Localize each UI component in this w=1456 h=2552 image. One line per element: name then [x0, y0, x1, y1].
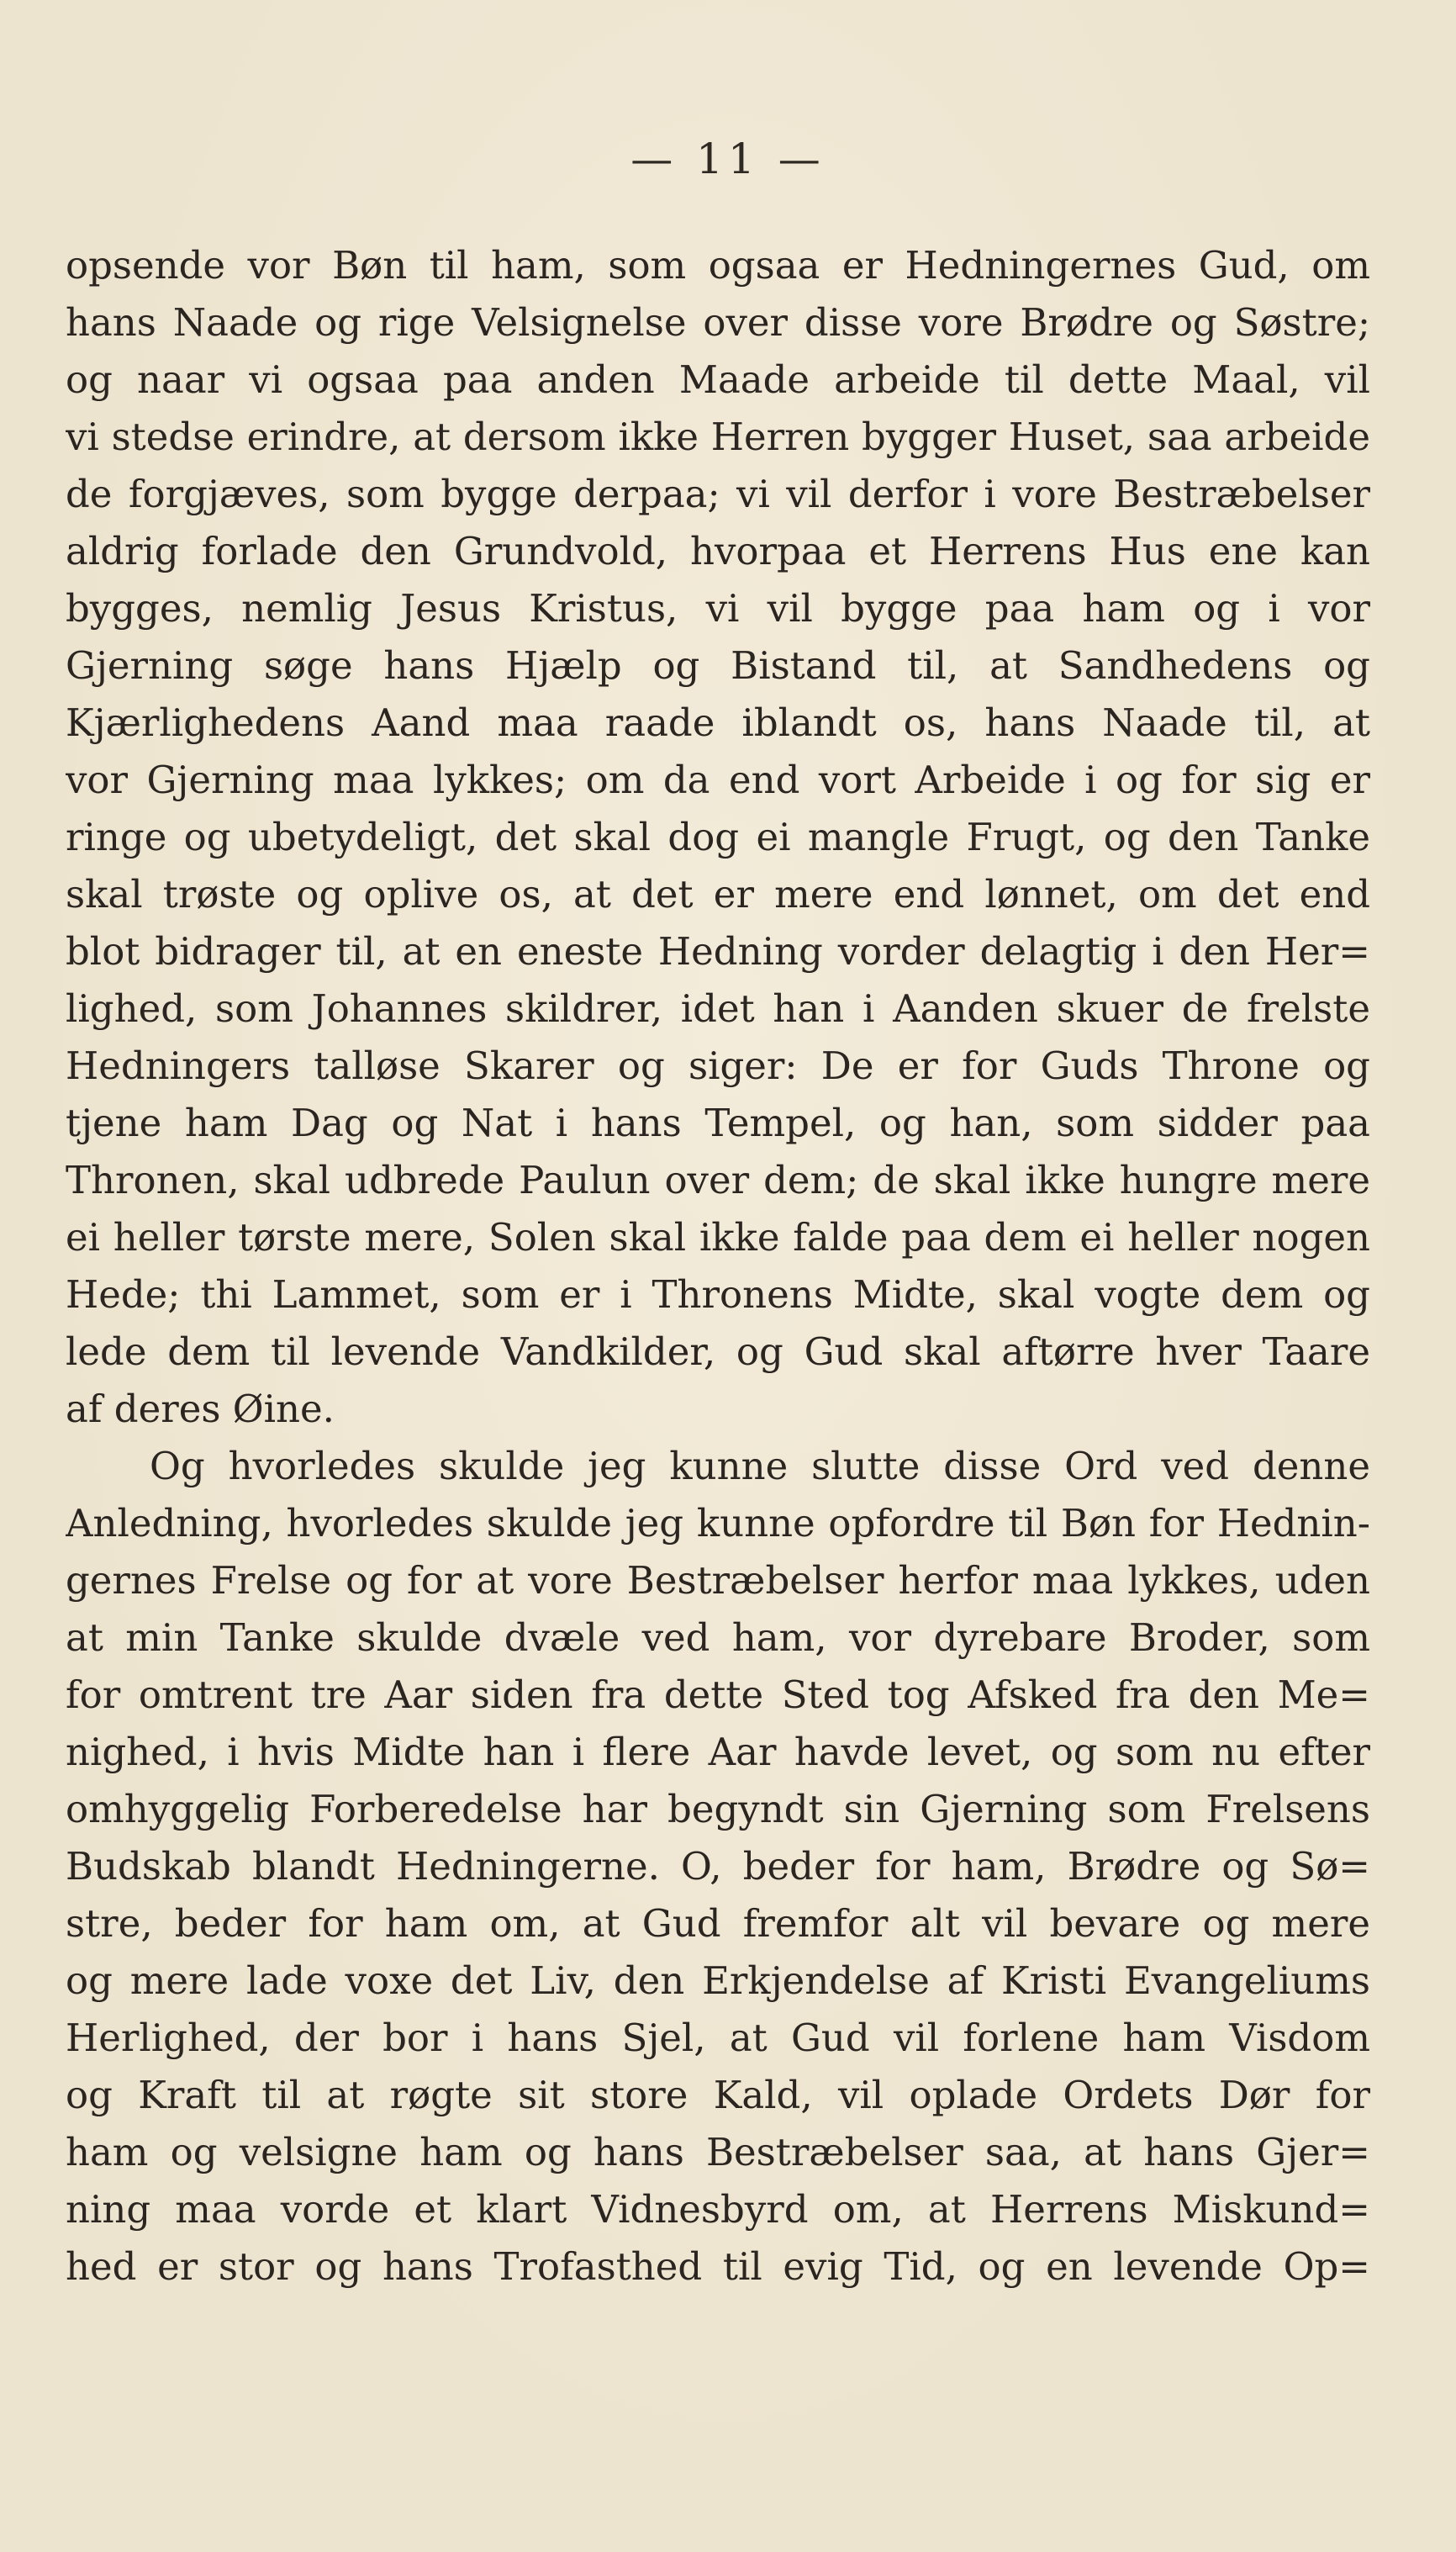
- text-line: ham og velsigne ham og hans Bestræbelser saa, at hans Gjer=: [66, 2130, 1370, 2174]
- text-line: stre, beder for ham om, at Gud fremfor alt vil bevare og mere: [66, 1901, 1370, 1946]
- paragraph-1: [66, 237, 1370, 1438]
- text-line: Gjerning søge hans Hjælp og Bistand til, at Sandhedens og: [66, 643, 1370, 688]
- text-line: og naar vi ogsaa paa anden Maade arbeide til dette Maal, vil: [66, 357, 1370, 402]
- text-line: Thronen, skal udbrede Paulun over dem; de skal ikke hungre mere: [66, 1158, 1370, 1202]
- text-line: Hedningers talløse Skarer og siger: De er for Guds Throne og: [66, 1044, 1370, 1088]
- body-text: [66, 237, 1370, 2296]
- text-line: vor Gjerning maa lykkes; om da end vort Arbeide i og for sig er: [66, 758, 1370, 802]
- text-line: gernes Frelse og for at vore Bestræbelser herfor maa lykkes, uden: [66, 1558, 1370, 1603]
- text-line: skal trøste og oplive os, at det er mere end lønnet, om det end: [66, 872, 1370, 917]
- text-line: Budskab blandt Hedningerne. O, beder for ham, Brødre og Sø=: [66, 1844, 1370, 1889]
- text-line: for omtrent tre Aar siden fra dette Sted tog Afsked fra den Me=: [66, 1672, 1370, 1717]
- text-line: blot bidrager til, at en eneste Hedning vorder delagtig i den Her=: [66, 929, 1370, 974]
- text-line: vi stedse erindre, at dersom ikke Herren bygger Huset, saa arbeide: [66, 415, 1370, 459]
- text-line: og Kraft til at røgte sit store Kald, vil oplade Ordets Dør for: [66, 2073, 1370, 2117]
- text-line: tjene ham Dag og Nat i hans Tempel, og han, som sidder paa: [66, 1101, 1370, 1145]
- text-line: og mere lade voxe det Liv, den Erkjendelse af Kristi Evangeliums: [66, 1958, 1370, 2003]
- text-line: opsende vor Bøn til ham, som ogsaa er Hedningernes Gud, om: [66, 243, 1370, 288]
- text-line: hans Naade og rige Velsignelse over disse vore Brødre og Søstre;: [66, 300, 1370, 345]
- text-line: bygges, nemlig Jesus Kristus, vi vil bygge paa ham og i vor: [66, 586, 1370, 631]
- page-number: — 11 —: [630, 135, 826, 183]
- text-line: af deres Øine.: [66, 1387, 335, 1431]
- text-line: nighed, i hvis Midte han i flere Aar havde levet, og som nu efter: [66, 1730, 1370, 1774]
- text-line: aldrig forlade den Grundvold, hvorpaa et Herrens Hus ene kan: [66, 529, 1370, 573]
- text-line: omhyggelig Forberedelse har begyndt sin Gjerning som Frelsens: [66, 1787, 1370, 1831]
- paragraph-2: [66, 1438, 1370, 2296]
- text-line: lede dem til levende Vandkilder, og Gud skal aftørre hver Taare: [66, 1329, 1370, 1374]
- text-line: hed er stor og hans Trofasthed til evig Tid, og en levende Op=: [66, 2244, 1370, 2289]
- text-line: ringe og ubetydeligt, det skal dog ei mangle Frugt, og den Tanke: [66, 815, 1370, 859]
- text-line: Og hvorledes skulde jeg kunne slutte disse Ord ved denne: [150, 1444, 1370, 1488]
- text-line: Anledning, hvorledes skulde jeg kunne opfordre til Bøn for Hednin-: [66, 1501, 1370, 1545]
- text-line: ei heller tørste mere, Solen skal ikke falde paa dem ei heller nogen: [66, 1215, 1370, 1260]
- text-line: at min Tanke skulde dvæle ved ham, vor dyrebare Broder, som: [66, 1615, 1370, 1660]
- text-line: Herlighed, der bor i hans Sjel, at Gud vil forlene ham Visdom: [66, 2016, 1370, 2060]
- text-line: ning maa vorde et klart Vidnesbyrd om, at Herrens Miskund=: [66, 2187, 1370, 2232]
- text-line: Hede; thi Lammet, som er i Thronens Midte, skal vogte dem og: [66, 1272, 1370, 1317]
- text-line: Kjærlighedens Aand maa raade iblandt os, hans Naade til, at: [66, 700, 1370, 745]
- text-line: de forgjæves, som bygge derpaa; vi vil derfor i vore Bestræbelser: [66, 472, 1370, 516]
- text-line: lighed, som Johannes skildrer, idet han i Aanden skuer de frelste: [66, 986, 1370, 1031]
